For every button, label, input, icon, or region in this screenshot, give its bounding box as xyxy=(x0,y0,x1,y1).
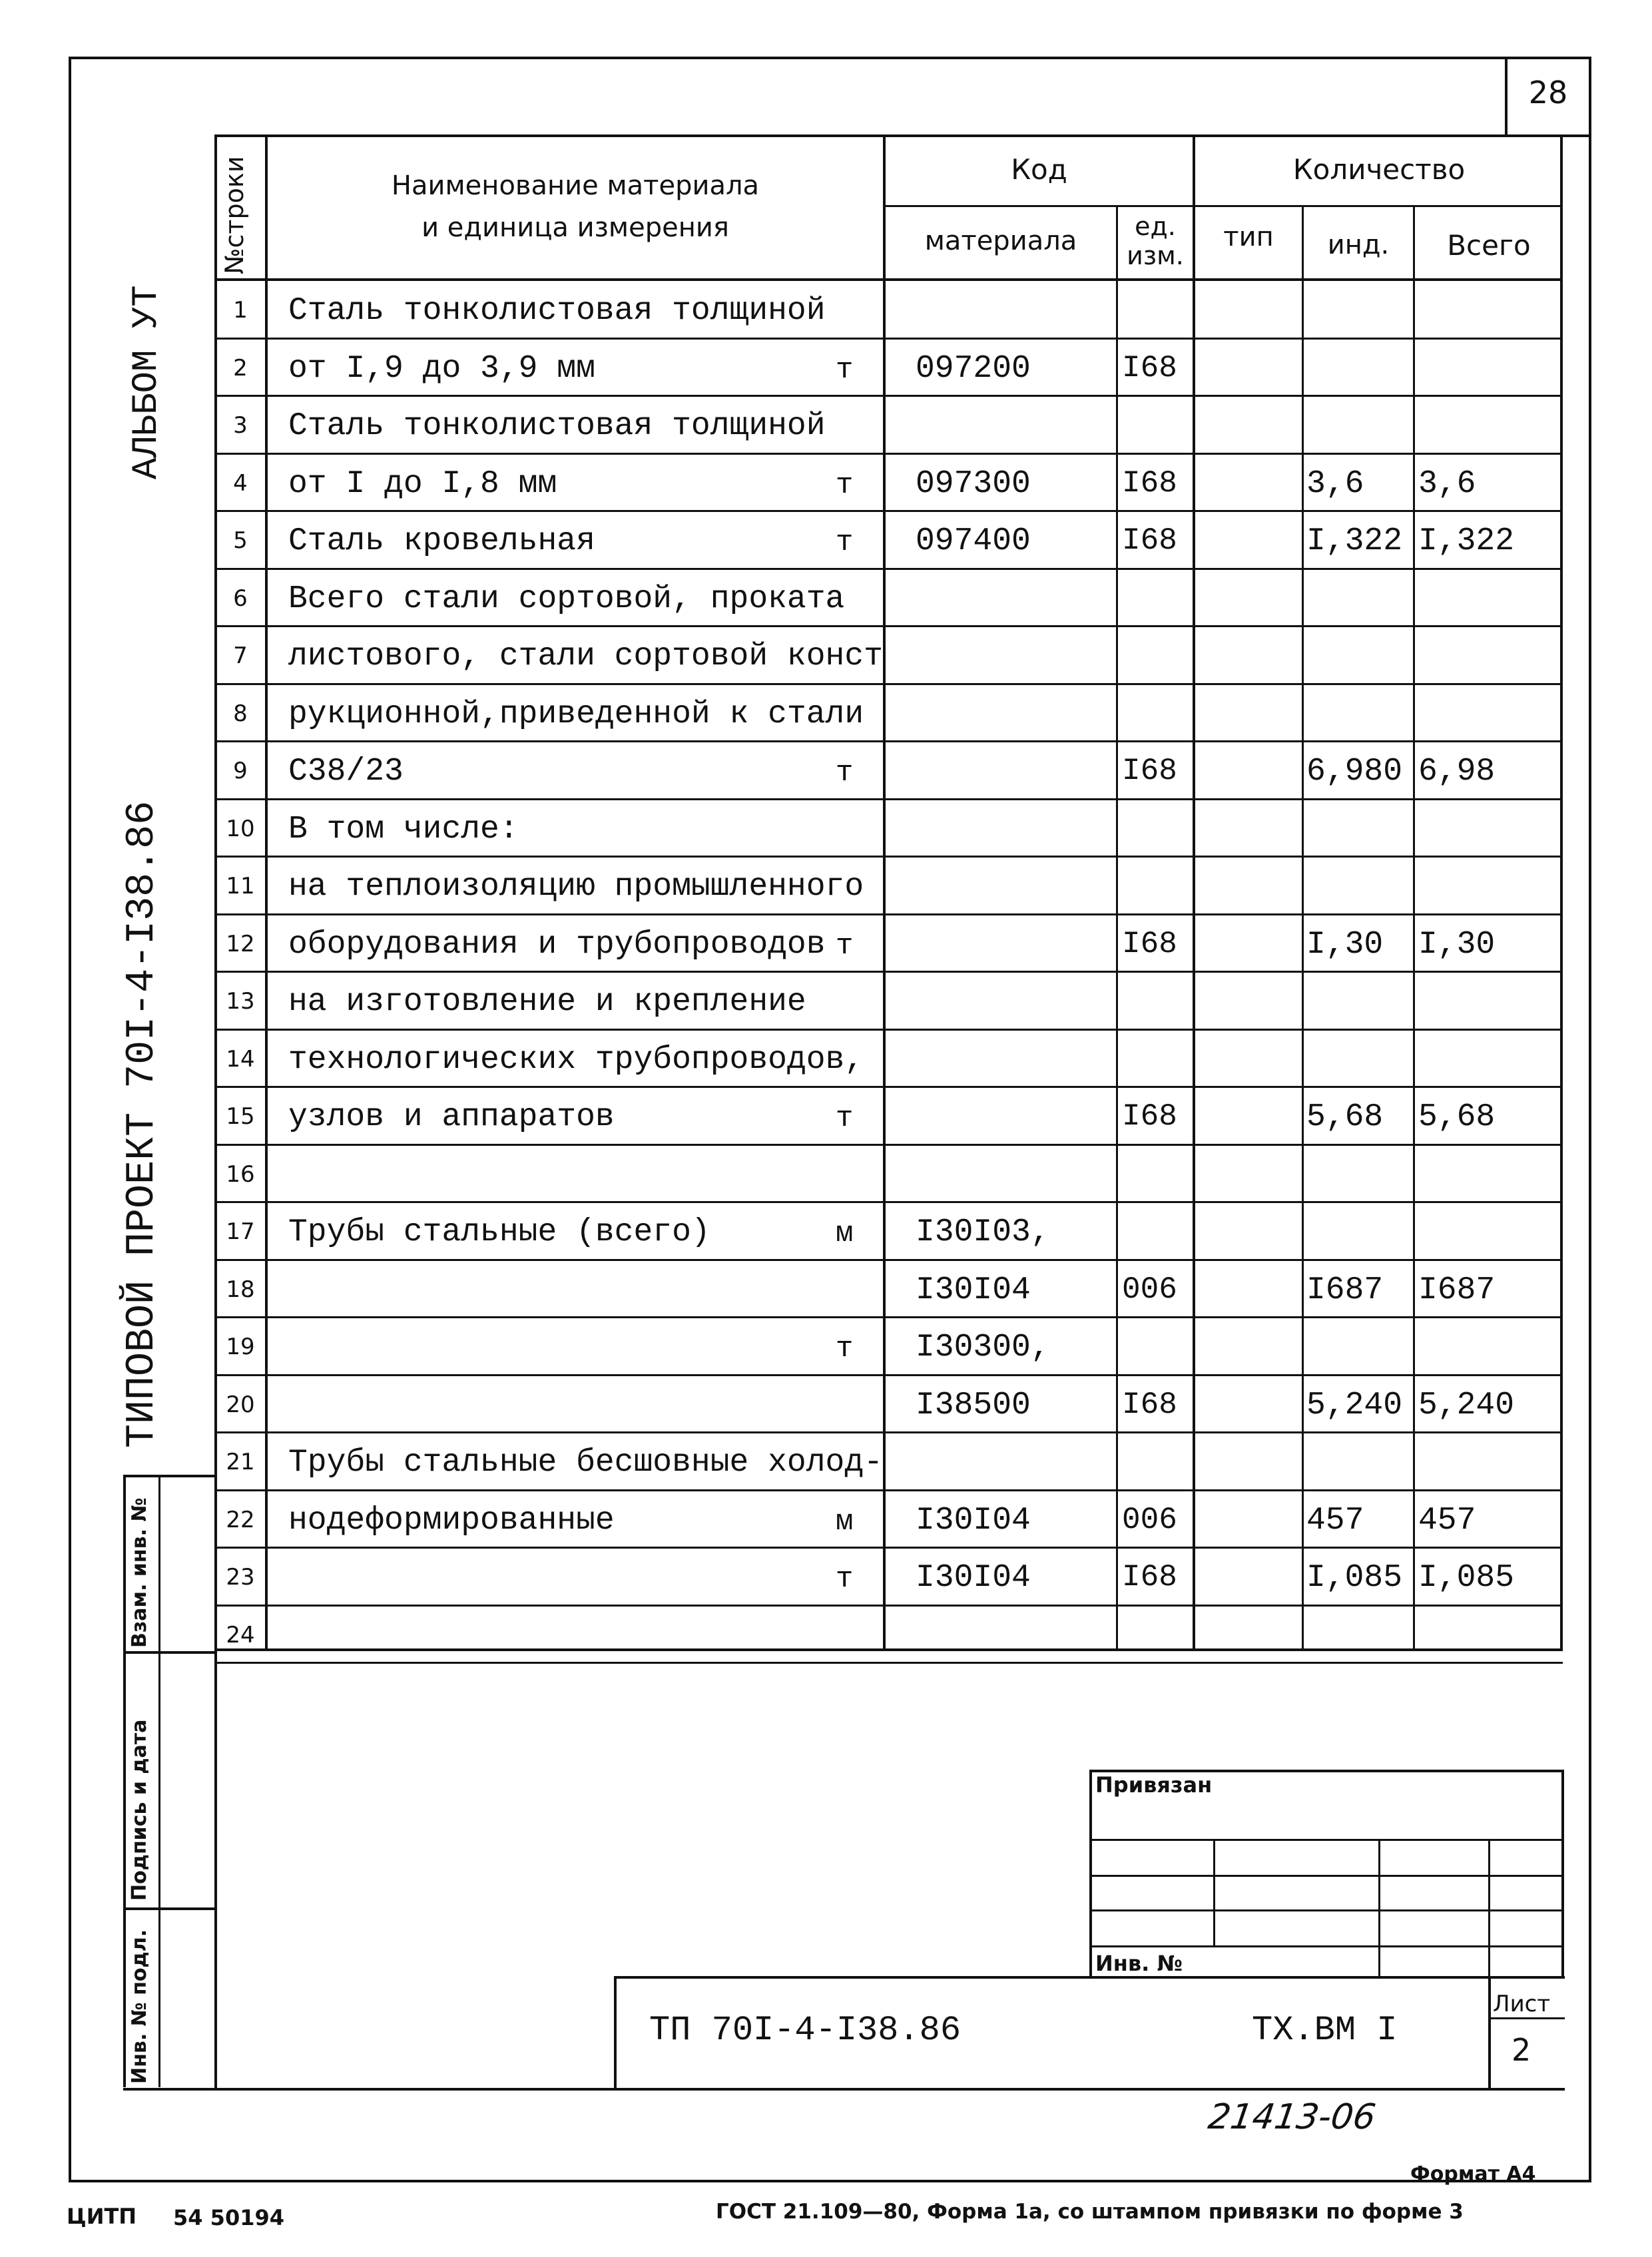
stamp-label-replace-inv: Взам. инв. № xyxy=(128,1497,151,1648)
row-number: 21 xyxy=(226,1449,255,1475)
cell-code: 097400 xyxy=(916,523,1031,559)
row-number: 14 xyxy=(226,1046,255,1073)
album-caption: АЛЬБОМ УТ xyxy=(127,285,167,479)
header-ind: инд. xyxy=(1327,230,1390,260)
header-quantity: Количество xyxy=(1292,153,1466,186)
cell-ind: I,322 xyxy=(1306,523,1403,559)
material-name: Всего стали сортовой, проката xyxy=(288,581,845,617)
row-number: 15 xyxy=(226,1103,255,1130)
cell-edizm: I68 xyxy=(1122,466,1177,501)
cell-code: I30300, xyxy=(916,1330,1050,1366)
cell-edizm: 006 xyxy=(1122,1272,1177,1307)
material-unit: т xyxy=(836,1102,854,1135)
cell-total: 5,68 xyxy=(1418,1099,1496,1135)
project-caption: ТИПОВОЙ ПРОЕКТ 70I-4-I38.86 xyxy=(120,800,165,1448)
material-name: Сталь тонколистовая толщиной xyxy=(288,408,826,444)
row-number: 2 xyxy=(233,355,248,381)
row-number: 5 xyxy=(233,527,248,554)
cell-edizm: I68 xyxy=(1122,754,1177,788)
material-unit: т xyxy=(836,1563,854,1596)
cell-edizm: I68 xyxy=(1122,1387,1177,1422)
material-unit: т xyxy=(836,354,854,387)
row-number: 8 xyxy=(233,700,248,727)
material-name: на теплоизоляцию промышленного xyxy=(288,869,864,905)
header-name-line1: Наименование материала xyxy=(391,170,760,201)
cell-total: 5,240 xyxy=(1418,1387,1515,1423)
material-name: Трубы стальные бесшовные холод- xyxy=(288,1445,883,1481)
cell-ind: 457 xyxy=(1306,1503,1364,1539)
cell-code: 097200 xyxy=(916,351,1031,387)
row-number: 1 xyxy=(233,297,248,324)
header-unit-line1: ед. xyxy=(1135,212,1176,241)
row-number: 22 xyxy=(226,1507,255,1533)
row-number: 9 xyxy=(233,758,248,784)
row-number: 20 xyxy=(226,1391,255,1418)
row-number: 6 xyxy=(233,585,248,612)
material-name: Сталь тонколистовая толщиной xyxy=(288,293,826,329)
material-unit: т xyxy=(836,1332,854,1366)
material-unit: м xyxy=(836,1505,854,1539)
cell-ind: 3,6 xyxy=(1306,466,1364,502)
material-name: оборудования и трубопроводов xyxy=(288,927,826,963)
row-number: 17 xyxy=(226,1218,255,1245)
cell-total: I,30 xyxy=(1418,927,1496,963)
cell-code: I30I03, xyxy=(916,1214,1050,1250)
row-number: 23 xyxy=(226,1564,255,1591)
header-name-line2: и единица измерения xyxy=(421,212,729,243)
cell-edizm: 006 xyxy=(1122,1503,1177,1537)
row-number: 10 xyxy=(226,816,255,842)
cell-total: 457 xyxy=(1418,1503,1476,1539)
material-unit: т xyxy=(836,469,854,502)
row-number: 12 xyxy=(226,931,255,957)
material-name: рукционной,приведенной к стали xyxy=(288,696,864,732)
material-name: листового, стали сортовой конст xyxy=(288,638,883,674)
row-number: 4 xyxy=(233,470,248,497)
footer-order: 54 50194 xyxy=(173,2205,284,2230)
sheet-number: 28 xyxy=(1528,75,1568,111)
material-unit: т xyxy=(836,526,854,559)
header-type: тип xyxy=(1223,222,1274,252)
sheet-value: 2 xyxy=(1512,2032,1531,2068)
sheet-label: Лист xyxy=(1493,1991,1551,2017)
header-material: материала xyxy=(924,226,1077,256)
format-label: Формат А4 xyxy=(1410,2162,1536,2186)
cell-ind: 5,240 xyxy=(1306,1387,1403,1423)
title-designation: ТП 70I-4-I38.86 xyxy=(649,2011,962,2050)
cell-edizm: I68 xyxy=(1122,523,1177,558)
cell-edizm: I68 xyxy=(1122,351,1177,385)
material-name: от I до I,8 мм xyxy=(288,466,557,502)
header-unit-line2: изм. xyxy=(1127,241,1184,270)
cell-edizm: I68 xyxy=(1122,1099,1177,1134)
cell-ind: I,085 xyxy=(1306,1560,1403,1596)
cell-ind: I687 xyxy=(1306,1272,1384,1308)
material-name: от I,9 до 3,9 мм xyxy=(288,351,595,387)
row-number: 16 xyxy=(226,1161,255,1188)
row-number: 7 xyxy=(233,642,248,669)
title-doc-code: ТХ.ВМ I xyxy=(1252,2011,1398,2050)
handwritten-number: 21413-06 xyxy=(1205,2097,1378,2137)
cell-code: 097300 xyxy=(916,466,1031,502)
material-name: Сталь кровельная xyxy=(288,523,595,559)
cell-total: 6,98 xyxy=(1418,754,1496,790)
cell-ind: 5,68 xyxy=(1306,1099,1384,1135)
footer-left: ЦИТП xyxy=(67,2204,137,2229)
material-name: на изготовление и крепление xyxy=(288,984,806,1020)
material-unit: т xyxy=(836,756,854,790)
cell-code: I30I04 xyxy=(916,1503,1031,1539)
cell-total: I,322 xyxy=(1418,523,1515,559)
cell-ind: I,30 xyxy=(1306,927,1384,963)
material-name: В том числе: xyxy=(288,812,519,848)
cell-code: I30I04 xyxy=(916,1560,1031,1596)
stamp-label-inv-original: Инв. № подл. xyxy=(128,1929,151,2084)
cell-total: I687 xyxy=(1418,1272,1496,1308)
cell-total: 3,6 xyxy=(1418,466,1476,502)
header-row-number: №строки xyxy=(220,156,249,274)
material-name: узлов и аппаратов xyxy=(288,1099,615,1135)
row-number: 24 xyxy=(226,1622,255,1648)
cell-edizm: I68 xyxy=(1122,1560,1177,1595)
material-unit: м xyxy=(836,1217,854,1250)
cell-code: I38500 xyxy=(916,1387,1031,1423)
header-code: Код xyxy=(1011,153,1067,186)
row-number: 13 xyxy=(226,988,255,1015)
row-number: 11 xyxy=(226,873,255,899)
row-number: 3 xyxy=(233,412,248,439)
material-name: технологических трубопроводов, xyxy=(288,1042,864,1078)
material-unit: т xyxy=(836,929,854,963)
cell-edizm: I68 xyxy=(1122,927,1177,961)
header-total: Всего xyxy=(1447,229,1531,262)
row-number: 19 xyxy=(226,1334,255,1360)
cell-total: I,085 xyxy=(1418,1560,1515,1596)
binding-stamp-title: Привязан xyxy=(1095,1772,1213,1798)
material-name: нодеформированные xyxy=(288,1503,615,1539)
material-name: Трубы стальные (всего) xyxy=(288,1214,710,1250)
binding-stamp-inv: Инв. № xyxy=(1095,1951,1183,1976)
cell-ind: 6,980 xyxy=(1306,754,1403,790)
material-name: С38/23 xyxy=(288,754,404,790)
stamp-label-signature-date: Подпись и дата xyxy=(128,1719,151,1901)
row-number: 18 xyxy=(226,1276,255,1303)
cell-code: I30I04 xyxy=(916,1272,1031,1308)
footer-gost: ГОСТ 21.109—80, Форма 1а, со штампом привязки по форме 3 xyxy=(716,2200,1464,2224)
